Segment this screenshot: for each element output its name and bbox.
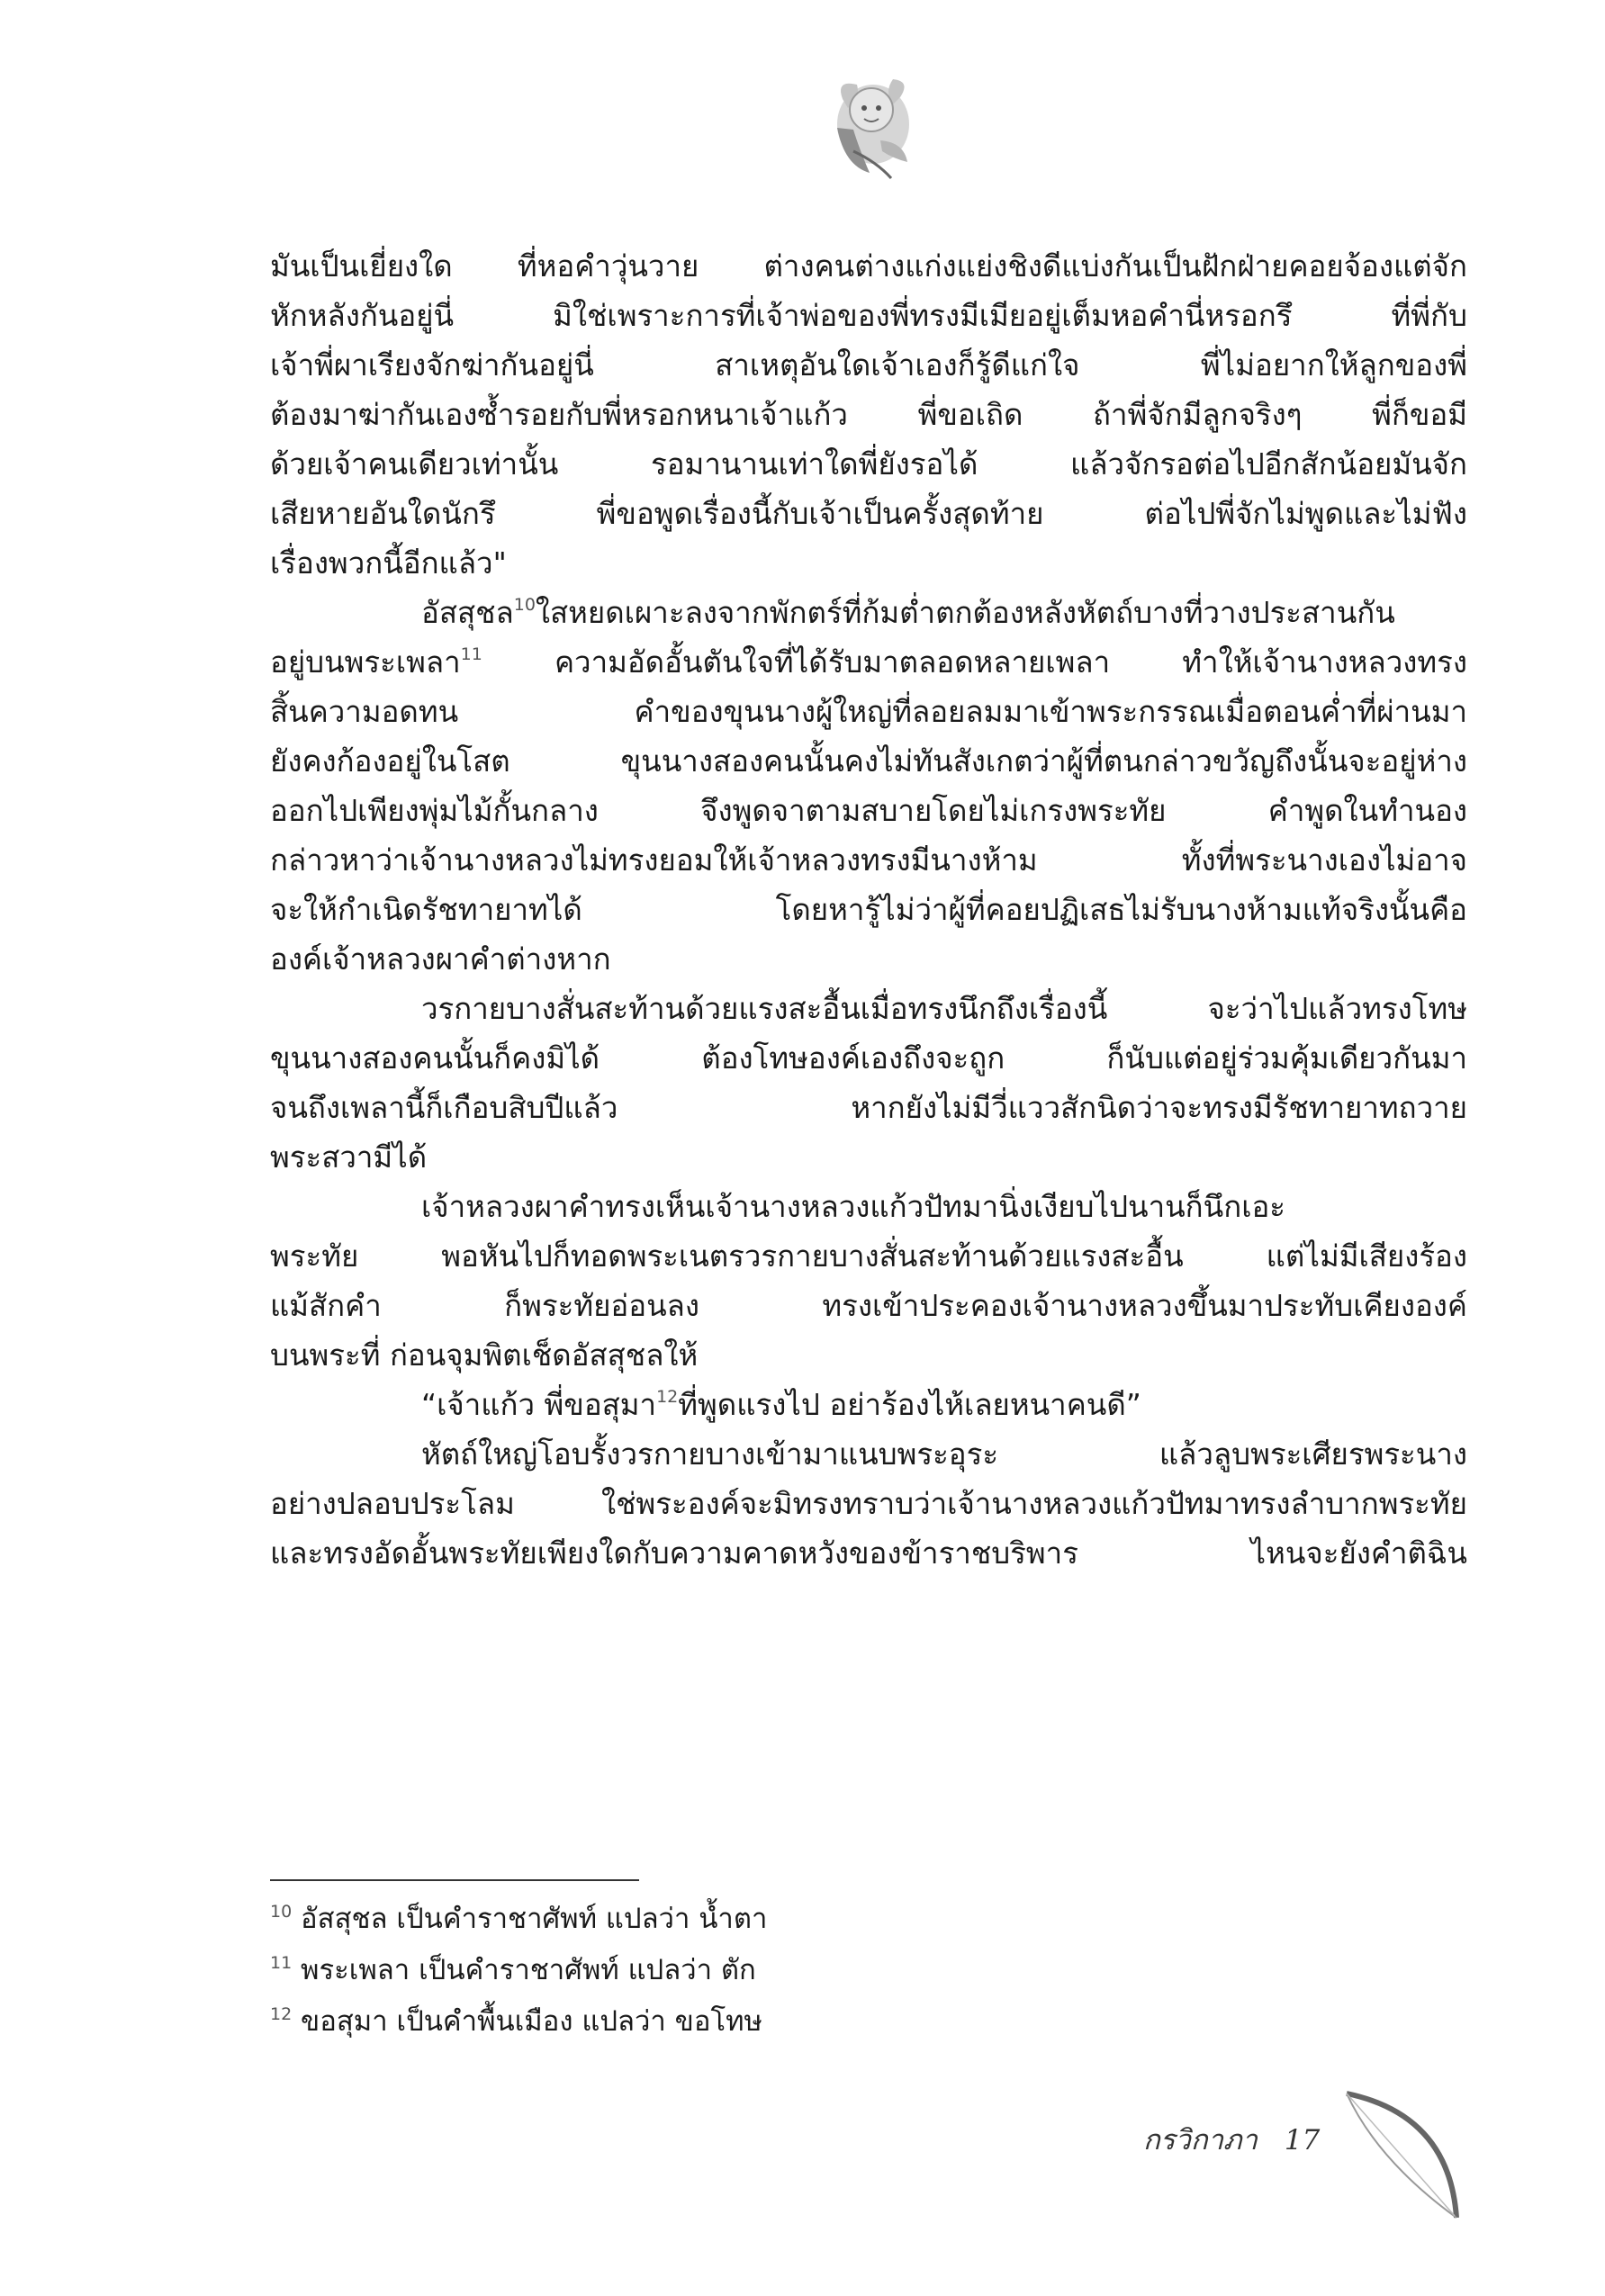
body-line: องค์เจ้าหลวงผาคำต่างหาก bbox=[270, 941, 611, 977]
body-line: แม้สักคำ ก็พระทัยอ่อนลง ทรงเข้าประคองเจ้านางหลวงขึ้นมาประทับเคียงองค์ bbox=[270, 1288, 1467, 1323]
body-line: ขุนนางสองคนนั้นก็คงมิได้ ต้องโทษองค์เองถึงจะถูก ก็นับแต่อยู่ร่วมคุ้มเดียวกันมา bbox=[270, 1040, 1467, 1076]
footnote-ref: 10 bbox=[513, 595, 536, 615]
body-line: เจ้าพี่ผาเรียงจักฆ่ากันอยู่นี่ สาเหตุอันใดเจ้าเองก็รู้ดีแก่ใจ พี่ไม่อยากให้ลูกของพี่ bbox=[270, 347, 1467, 383]
body-line-text: อยู่บนพระเพลา bbox=[270, 644, 461, 680]
body-line: จนถึงเพลานี้ก็เกือบสิบปีแล้ว หากยังไม่มีวี่แววสักนิดว่าจะทรงมีรัชทายาทถวาย bbox=[270, 1090, 1467, 1125]
body-line: หัตถ์ใหญ่โอบรั้งวรกายบางเข้ามาแนบพระอุระ แล้วลูบพระเศียรพระนาง bbox=[421, 1436, 1467, 1472]
footnote-number: 10 bbox=[270, 1902, 293, 1922]
body-line: และทรงอัดอั้นพระทัยเพียงใดกับความคาดหวังของข้าราชบริพาร ไหนจะยังคำติฉิน bbox=[270, 1535, 1467, 1571]
footnote-item bbox=[270, 1996, 767, 2048]
footnote-text: พระเพลา เป็นคำราชาศัพท์ แปลว่า ตัก bbox=[292, 1954, 756, 1986]
chapter-body-text bbox=[270, 241, 1467, 1578]
book-title: กรวิกาภา bbox=[1143, 2124, 1258, 2156]
body-line-text: “เจ้าแก้ว พี่ขอสุมา bbox=[421, 1387, 657, 1422]
footnote-separator bbox=[270, 1879, 639, 1881]
footnote-number: 11 bbox=[270, 1953, 293, 1973]
footnote-ref: 12 bbox=[656, 1387, 679, 1407]
footnote-item bbox=[270, 1945, 767, 1996]
body-line: ด้วยเจ้าคนเดียวเท่านั้น รอมานานเท่าใดพี่ยังรอได้ แล้วจักรอต่อไปอีกสักน้อยมันจัก bbox=[270, 446, 1467, 482]
body-line: สิ้นความอดทน คำของขุนนางผู้ใหญ่ที่ลอยลมมาเข้าพระกรรณเมื่อตอนค่ำที่ผ่านมา bbox=[270, 694, 1467, 729]
body-line-text: อัสสุชล bbox=[421, 595, 514, 630]
body-line: ยังคงก้องอยู่ในโสต ขุนนางสองคนนั้นคงไม่ทันสังเกตว่าผู้ที่ตนกล่าวขวัญถึงนั้นจะอยู่ห่าง bbox=[270, 743, 1467, 779]
body-line-text: ที่พูดแรงไป อย่าร้องไห้เลยหนาคนดี” bbox=[678, 1387, 1141, 1422]
body-line: มันเป็นเยี่ยงใด ที่หอคำวุ่นวาย ต่างคนต่างแก่งแย่งชิงดีแบ่งกันเป็นฝักฝ่ายคอยจ้องแต่จัก bbox=[270, 248, 1467, 284]
body-line: หักหลังกันอยู่นี่ มิใช่เพราะการที่เจ้าพ่อของพี่ทรงมีเมียอยู่เต็มหอคำนี่หรอกรึ ที่พี่กับ bbox=[270, 298, 1467, 333]
page-number: 17 bbox=[1284, 2124, 1321, 2156]
body-line: ออกไปเพียงพุ่มไม้กั้นกลาง จึงพูดจาตามสบายโดยไม่เกรงพระทัย คำพูดในทำนอง bbox=[270, 793, 1467, 828]
body-line: เรื่องพวกนี้อีกแล้ว" bbox=[270, 545, 507, 581]
body-line-text: ใสหยดเผาะลงจากพักตร์ที่ก้มต่ำตกต้องหลังหัตถ์บางที่วางประสานกัน bbox=[535, 595, 1395, 630]
body-line bbox=[270, 588, 1467, 637]
page-footer bbox=[1143, 2117, 1320, 2162]
body-line-text: ความอัดอั้นตันใจที่ได้รับมาตลอดหลายเพลา ทำให้เจ้านางหลวงทรง bbox=[482, 644, 1467, 680]
footnote-number: 12 bbox=[270, 2004, 293, 2024]
body-line bbox=[270, 637, 1467, 687]
footnote-item bbox=[270, 1894, 767, 1945]
bow-ornament-icon bbox=[1341, 2088, 1467, 2223]
body-line: กล่าวหาว่าเจ้านางหลวงไม่ทรงยอมให้เจ้าหลวงทรงมีนางห้าม ทั้งที่พระนางเองไม่อาจ bbox=[270, 842, 1467, 878]
body-line: อย่างปลอบประโลม ใช่พระองค์จะมิทรงทราบว่าเจ้านางหลวงแก้วปัทมาทรงลำบากพระทัย bbox=[270, 1486, 1467, 1521]
body-line: พระสวามีได้ bbox=[270, 1139, 428, 1175]
body-line bbox=[270, 1380, 1467, 1429]
body-line: ต้องมาฆ่ากันเองซ้ำรอยกับพี่หรอกหนาเจ้าแก้ว พี่ขอเถิด ถ้าพี่จักมีลูกจริงๆ พี่ก็ขอมี bbox=[270, 397, 1467, 432]
body-line: เสียหายอันใดนักรึ พี่ขอพูดเรื่องนี้กับเจ้าเป็นครั้งสุดท้าย ต่อไปพี่จักไม่พูดและไม่ฟัง bbox=[270, 496, 1467, 531]
body-line: จะให้กำเนิดรัชทายาทได้ โดยหารู้ไม่ว่าผู้ที่คอยปฏิเสธไม่รับนางห้ามแท้จริงนั้นคือ bbox=[270, 892, 1467, 927]
footnotes bbox=[270, 1894, 767, 2048]
footnote-ref: 11 bbox=[460, 644, 482, 664]
cherub-emblem-icon bbox=[817, 72, 925, 189]
body-line: เจ้าหลวงผาคำทรงเห็นเจ้านางหลวงแก้วปัทมานิ่งเงียบไปนานก็นึกเอะ bbox=[421, 1189, 1286, 1224]
body-line: พระทัย พอหันไปก็ทอดพระเนตรวรกายบางสั่นสะท้านด้วยแรงสะอื้น แต่ไม่มีเสียงร้อง bbox=[270, 1238, 1467, 1274]
footnote-text: ขอสุมา เป็นคำพื้นเมือง แปลว่า ขอโทษ bbox=[292, 2005, 762, 2038]
body-line: วรกายบางสั่นสะท้านด้วยแรงสะอื้นเมื่อทรงนึกถึงเรื่องนี้ จะว่าไปแล้วทรงโทษ bbox=[421, 991, 1467, 1026]
footnote-text: อัสสุชล เป็นคำราชาศัพท์ แปลว่า น้ำตา bbox=[292, 1903, 768, 1935]
body-line: บนพระที่ ก่อนจุมพิตเช็ดอัสสุชลให้ bbox=[270, 1337, 699, 1373]
